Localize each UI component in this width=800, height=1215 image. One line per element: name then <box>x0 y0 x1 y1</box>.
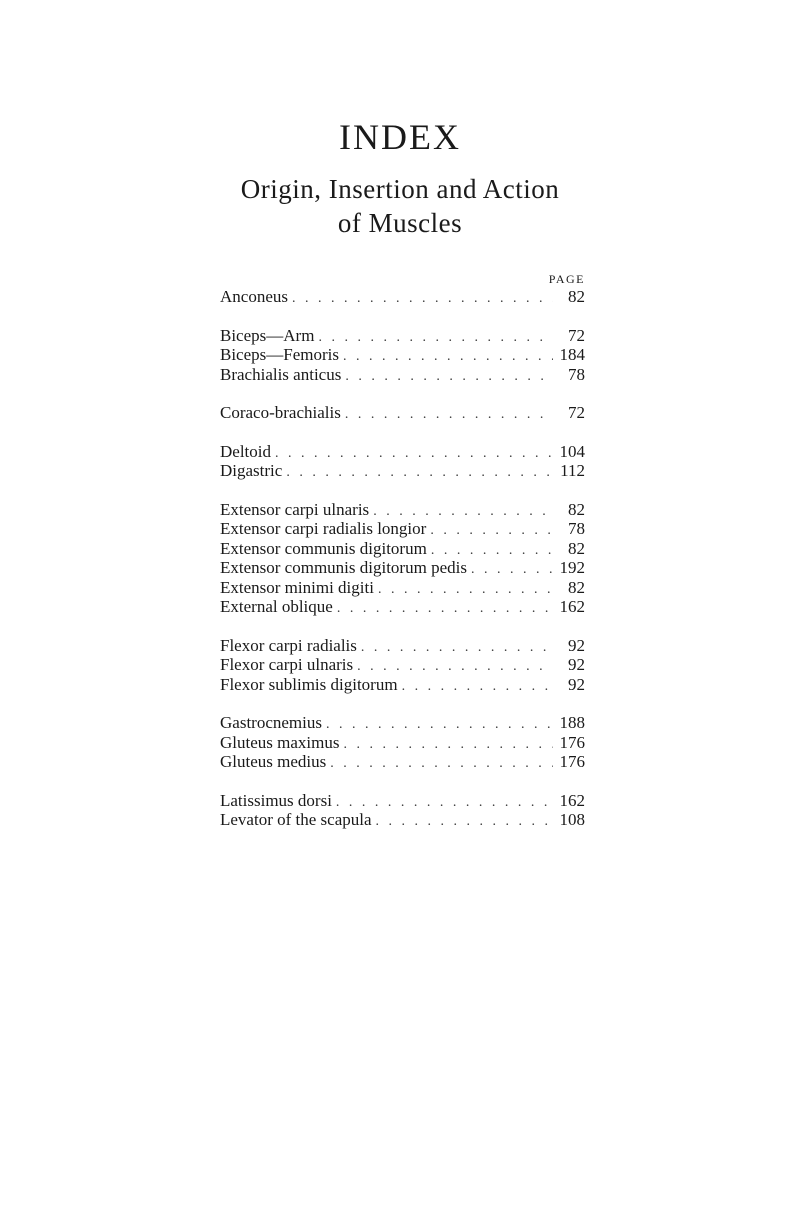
index-entry <box>220 461 585 481</box>
dot-leader <box>430 521 553 539</box>
entry-name: Anconeus <box>220 287 288 306</box>
entry-page-number: 92 <box>568 655 585 674</box>
entry-page-number: 72 <box>568 325 585 345</box>
entry-page-number: 78 <box>568 364 585 384</box>
dot-leader <box>402 677 553 695</box>
index-entry <box>220 733 585 753</box>
dot-leader <box>336 793 553 811</box>
entry-name: Coraco-brachialis <box>220 403 341 422</box>
index-entry <box>220 655 585 675</box>
entry-name: Flexor carpi radialis <box>220 635 357 655</box>
dot-leader <box>471 560 553 578</box>
entry-name: Extensor carpi ulnaris <box>220 499 370 519</box>
dot-leader <box>292 289 553 307</box>
index-entry <box>220 287 585 307</box>
index-group <box>220 442 585 481</box>
entry-page-number: 162 <box>559 790 585 810</box>
dot-leader <box>345 405 553 423</box>
entry-name: Digastric <box>220 461 283 480</box>
entry-page-number: 82 <box>568 577 585 597</box>
dot-leader <box>275 444 553 462</box>
entry-name: Gluteus maximus <box>220 732 340 752</box>
index-entry <box>220 791 585 811</box>
entry-page-number: 92 <box>568 635 585 655</box>
index-group <box>220 791 585 830</box>
entry-page-number: 82 <box>568 538 585 558</box>
dot-leader <box>378 580 553 598</box>
index-entry <box>220 345 585 365</box>
index-entry <box>220 539 585 559</box>
index-group <box>220 326 585 385</box>
entry-name: Extensor communis digitorum <box>220 538 427 558</box>
page-column-label: PAGE <box>548 272 585 286</box>
entry-name: Biceps—Arm <box>220 325 315 345</box>
entry-page-number: 162 <box>559 597 585 616</box>
entry-page-number: 92 <box>568 674 585 694</box>
dot-leader <box>376 812 553 830</box>
entry-name: Levator of the scapula <box>220 810 372 829</box>
dot-leader <box>343 735 553 753</box>
index-entry <box>220 675 585 695</box>
index-entry <box>220 500 585 520</box>
entry-page-number: 82 <box>568 499 585 519</box>
entry-page-number: 112 <box>560 461 585 480</box>
index-entry <box>220 442 585 462</box>
page-subtitle-line-1: Origin, Insertion and Action <box>240 174 560 204</box>
index-entry <box>220 365 585 385</box>
dot-leader <box>345 367 553 385</box>
index-list <box>220 287 585 849</box>
entry-name: Latissimus dorsi <box>220 790 332 810</box>
entry-page-number: 184 <box>559 345 585 364</box>
dot-leader <box>337 599 553 617</box>
dot-leader <box>373 502 553 520</box>
index-entry <box>220 558 585 578</box>
dot-leader <box>343 347 553 365</box>
entry-name: Extensor minimi digiti <box>220 577 374 597</box>
entry-name: Brachialis anticus <box>220 364 342 384</box>
dot-leader <box>286 463 553 481</box>
entry-name: Gastrocnemius <box>220 713 322 732</box>
index-group <box>220 287 585 307</box>
index-entry <box>220 403 585 423</box>
dot-leader <box>330 754 553 772</box>
entry-page-number: 176 <box>559 732 585 752</box>
entry-page-number: 104 <box>559 441 585 461</box>
dot-leader <box>361 638 553 656</box>
index-entry <box>220 597 585 617</box>
index-entry <box>220 326 585 346</box>
page-title: INDEX <box>339 117 461 157</box>
entry-name: Extensor carpi radialis longior <box>220 519 427 538</box>
entry-name: Flexor carpi ulnaris <box>220 655 354 674</box>
index-entry <box>220 752 585 772</box>
entry-page-number: 176 <box>559 752 585 771</box>
entry-page-number: 108 <box>559 810 585 829</box>
index-group <box>220 713 585 772</box>
page-subtitle-line-2: of Muscles <box>337 208 463 238</box>
entry-page-number: 192 <box>559 558 585 577</box>
entry-page-number: 188 <box>559 713 585 732</box>
entry-name: Extensor communis digitorum pedis <box>220 558 467 577</box>
index-entry <box>220 636 585 656</box>
index-group <box>220 636 585 695</box>
entry-page-number: 78 <box>568 519 585 538</box>
index-entry <box>220 713 585 733</box>
entry-name: Deltoid <box>220 441 271 461</box>
dot-leader <box>326 715 553 733</box>
index-group <box>220 403 585 423</box>
index-group <box>220 500 585 617</box>
dot-leader <box>357 657 553 675</box>
entry-page-number: 82 <box>568 287 585 306</box>
dot-leader <box>431 541 553 559</box>
entry-name: Biceps—Femoris <box>220 345 339 364</box>
entry-name: Gluteus medius <box>220 752 327 771</box>
entry-page-number: 72 <box>568 403 585 422</box>
index-entry <box>220 578 585 598</box>
dot-leader <box>318 328 553 346</box>
entry-name: External oblique <box>220 597 333 616</box>
index-entry <box>220 810 585 830</box>
index-entry <box>220 519 585 539</box>
entry-name: Flexor sublimis digitorum <box>220 674 398 694</box>
